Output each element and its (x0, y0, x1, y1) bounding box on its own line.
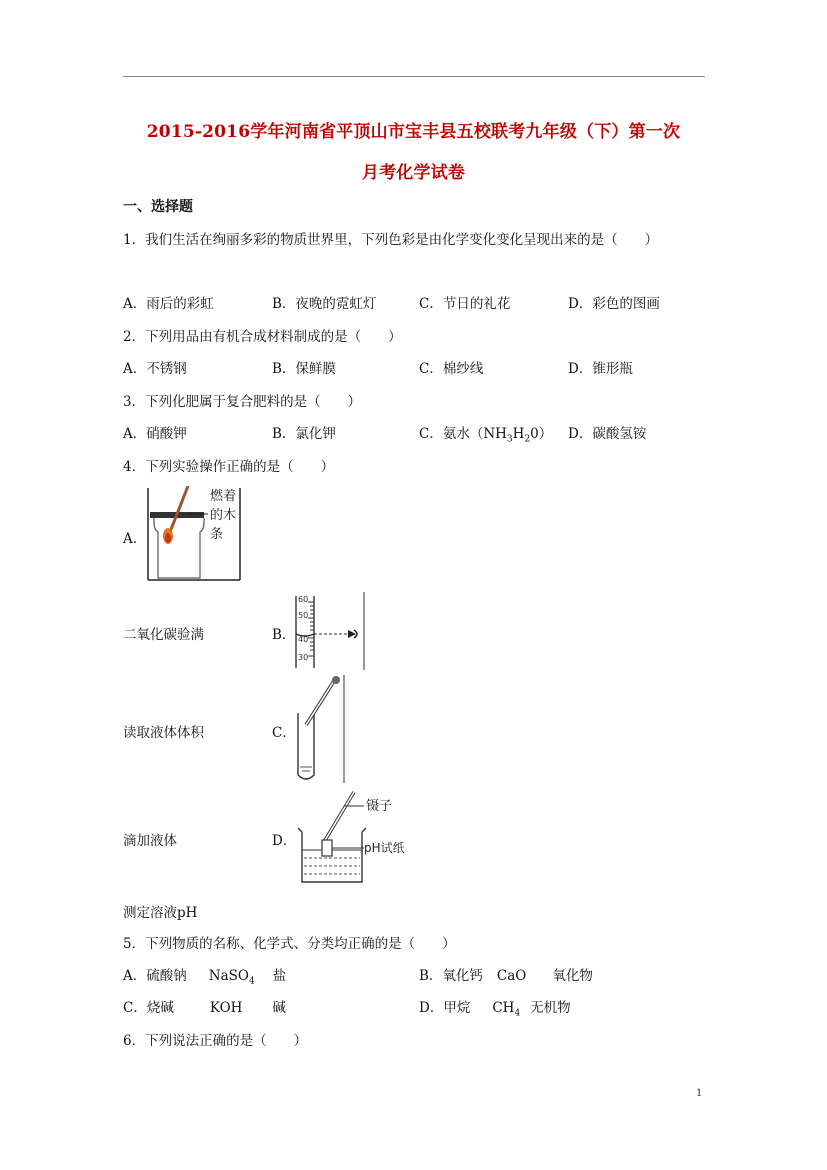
q4-d-ph-paper-label: pH试纸 (364, 841, 405, 855)
q3-option-d: D．碳酸氢铵 (568, 426, 647, 442)
q4-b-tick-60: 60 (298, 595, 309, 604)
q5-option-b: B．氧化钙 CaO 氧化物 (419, 968, 593, 984)
q3-option-b: B．氯化钾 (272, 426, 336, 442)
question-4-stem: 4．下列实验操作正确的是（ ） (123, 459, 335, 475)
q1-option-c: C．节日的礼花 (419, 296, 511, 312)
q4-a-description: 二氧化碳验满 (123, 627, 204, 643)
q4-b-description: 读取液体体积 (123, 725, 204, 741)
q2-option-b: B．保鲜膜 (272, 361, 336, 377)
question-5-stem: 5．下列物质的名称、化学式、分类均正确的是（ ） (123, 936, 456, 952)
q4-a-label-line3: 条 (210, 527, 224, 542)
q4-d-beaker-image (294, 788, 416, 886)
q3-option-c: C．氨水$(NH_3H_20)$ (419, 426, 553, 445)
question-1-stem: 1．我们生活在绚丽多彩的物质世界里，下列色彩是由化学变化变化呈现出来的是（ ） (123, 232, 659, 248)
q4-option-c-label: C． (272, 725, 296, 741)
q4-b-tick-50: 50 (298, 611, 309, 620)
q4-a-gas-bottle-image (146, 486, 242, 582)
q4-b-cylinder-image (294, 592, 366, 670)
title-line-1: 2015-2016学年河南省平顶山市宝丰县五校联考九年级（下）第一次 (146, 122, 681, 142)
q2-option-d: D．锥形瓶 (568, 361, 633, 377)
header-rule (123, 76, 705, 77)
q2-option-c: C．棉纱线 (419, 361, 484, 377)
q4-option-b-label: B． (272, 627, 296, 643)
q3-option-a: A．硝酸钾 (123, 426, 187, 442)
q1-option-a: A．雨后的彩虹 (123, 296, 214, 312)
q1-option-b: B．夜晚的霓虹灯 (272, 296, 377, 312)
q4-option-a-label: A． (123, 531, 147, 547)
q4-d-description: 测定溶液pH (123, 905, 198, 921)
q2-option-a: A．不锈钢 (123, 361, 187, 377)
q4-option-d-label: D． (272, 833, 297, 849)
q4-a-label-line2: 的木 (210, 508, 237, 523)
q4-b-tick-30: 30 (298, 653, 309, 662)
q4-c-description: 滴加液体 (123, 833, 177, 849)
page-number: 1 (696, 1088, 703, 1099)
q4-c-dropper-image (294, 675, 346, 783)
question-3-stem: 3．下列化肥属于复合肥料的是（ ） (123, 394, 362, 410)
q4-d-tweezers-label: 镊子 (366, 799, 393, 814)
question-2-stem: 2．下列用品由有机合成材料制成的是（ ） (123, 329, 402, 345)
q1-option-d: D．彩色的图画 (568, 296, 660, 312)
q5-option-c: C．烧碱 KOH 碱 (123, 1000, 286, 1016)
q4-a-label-line1: 燃着 (210, 489, 237, 504)
q5-option-d: D．甲烷 $CH_4$ 无机物 (419, 1000, 571, 1019)
question-6-stem: 6．下列说法正确的是（ ） (123, 1033, 308, 1049)
section-heading: 一、选择题 (123, 199, 193, 215)
q5-option-a: A．硫酸钠 NaSO$_4$ 盐 (123, 968, 287, 987)
q4-b-tick-40: 40 (298, 635, 309, 644)
title-line-2: 月考化学试卷 (361, 163, 466, 183)
